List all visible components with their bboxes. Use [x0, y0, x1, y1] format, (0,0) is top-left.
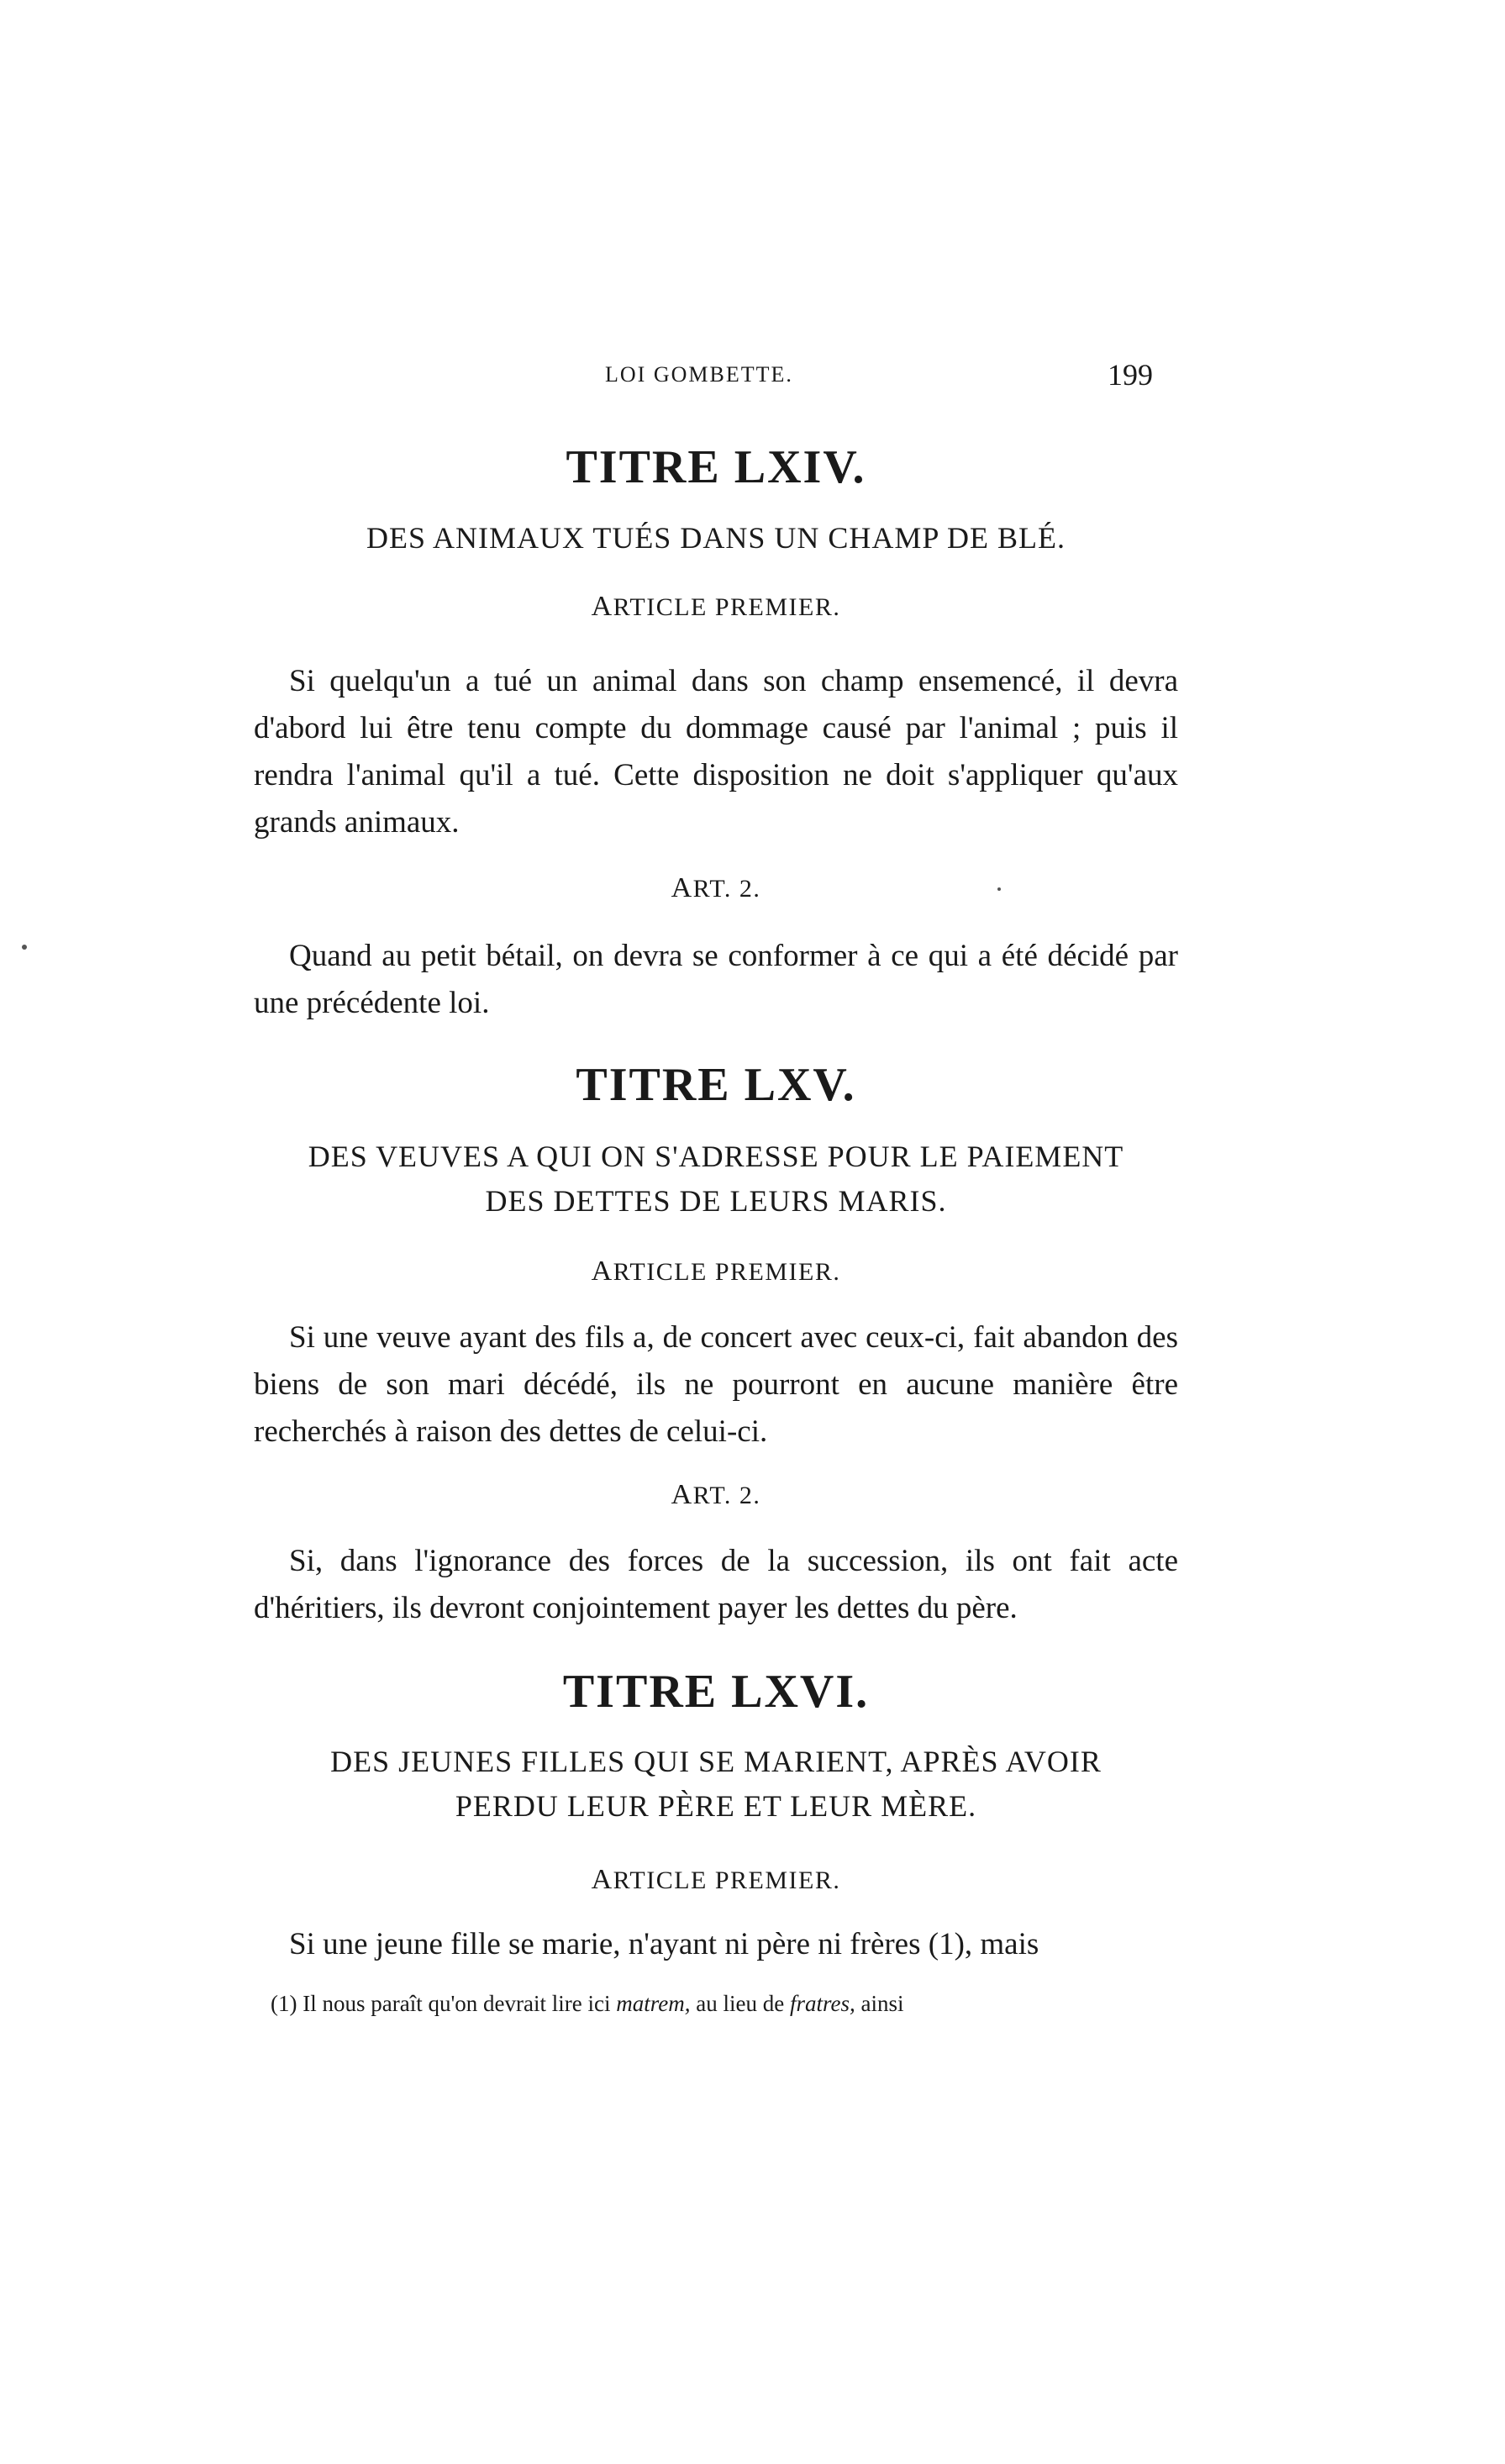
titre-lxvi-heading-line-2: PERDU LEUR PÈRE ET LEUR MÈRE. [455, 1789, 977, 1823]
titre-lxv-art-2-text: Si, dans l'ignorance des forces de la succession, ils ont fait acte d'héritiers, ils devront conjointement payer les dettes du père. [254, 1544, 1178, 1625]
titre-lxiv-title: TITRE LXIV. [566, 441, 866, 493]
titre-lxvi-art-1-label: ARTICLE PREMIER. [591, 1864, 841, 1895]
titre-lxv-heading-line-1: DES VEUVES A QUI ON S'ADRESSE POUR LE PAIEMENT [308, 1140, 1124, 1173]
titre-lxv-art-1-label: ARTICLE PREMIER. [591, 1256, 841, 1287]
print-speck [22, 945, 27, 950]
running-head [0, 357, 1505, 391]
titre-lxv-heading-line-2: DES DETTES DE LEURS MARIS. [485, 1184, 947, 1218]
titre-lxvi-title: TITRE LXVI. [562, 1666, 870, 1718]
footnote-marker: (1) [271, 1991, 297, 2016]
titre-lxiv-heading: DES ANIMAUX TUÉS DANS UN CHAMP DE BLÉ. [366, 521, 1066, 555]
footnote: (1) Il nous paraît qu'on devrait lire ici matrem, au lieu de fratres, ainsi [271, 1991, 904, 2016]
titre-lxiv-art-2-text: Quand au petit bétail, on devra se conformer à ce qui a été décidé par une précédente loi. [254, 939, 1178, 1020]
titre-lxv-heading [254, 1135, 1178, 1224]
titre-lxv-title: TITRE LXV. [576, 1059, 856, 1111]
titre-lxiv-art-1-label: ARTICLE PREMIER. [591, 591, 841, 622]
titre-lxvi-heading-line-1: DES JEUNES FILLES QUI SE MARIENT, APRÈS AVOIR [330, 1745, 1102, 1778]
print-speck [997, 887, 1001, 891]
titre-lxiv-art-2-label: ART. 2. [671, 872, 761, 903]
titre-lxvi-heading [254, 1740, 1178, 1829]
titre-lxiv-art-1-text: Si quelqu'un a tué un animal dans son champ ensemencé, il devra d'abord lui être tenu compte du dommage causé par l'animal ; puis il rendra l'animal qu'il a tué. Cette disposition ne doit s'appliquer qu'aux grands animaux. [254, 664, 1178, 840]
running-head-title: LOI GOMBETTE. [605, 362, 793, 387]
titre-lxv-art-2-label: ART. 2. [671, 1479, 761, 1510]
page-number: 199 [1108, 358, 1153, 392]
titre-lxvi-art-1-text: Si une jeune fille se marie, n'ayant ni père ni frères (1), mais [289, 1927, 1039, 1961]
titre-lxv-art-1-text: Si une veuve ayant des fils a, de concert avec ceux-ci, fait abandon des biens de son mari décédé, ils ne pourront en aucune manière être recherchés à raison des dettes de celui-ci. [254, 1320, 1178, 1449]
